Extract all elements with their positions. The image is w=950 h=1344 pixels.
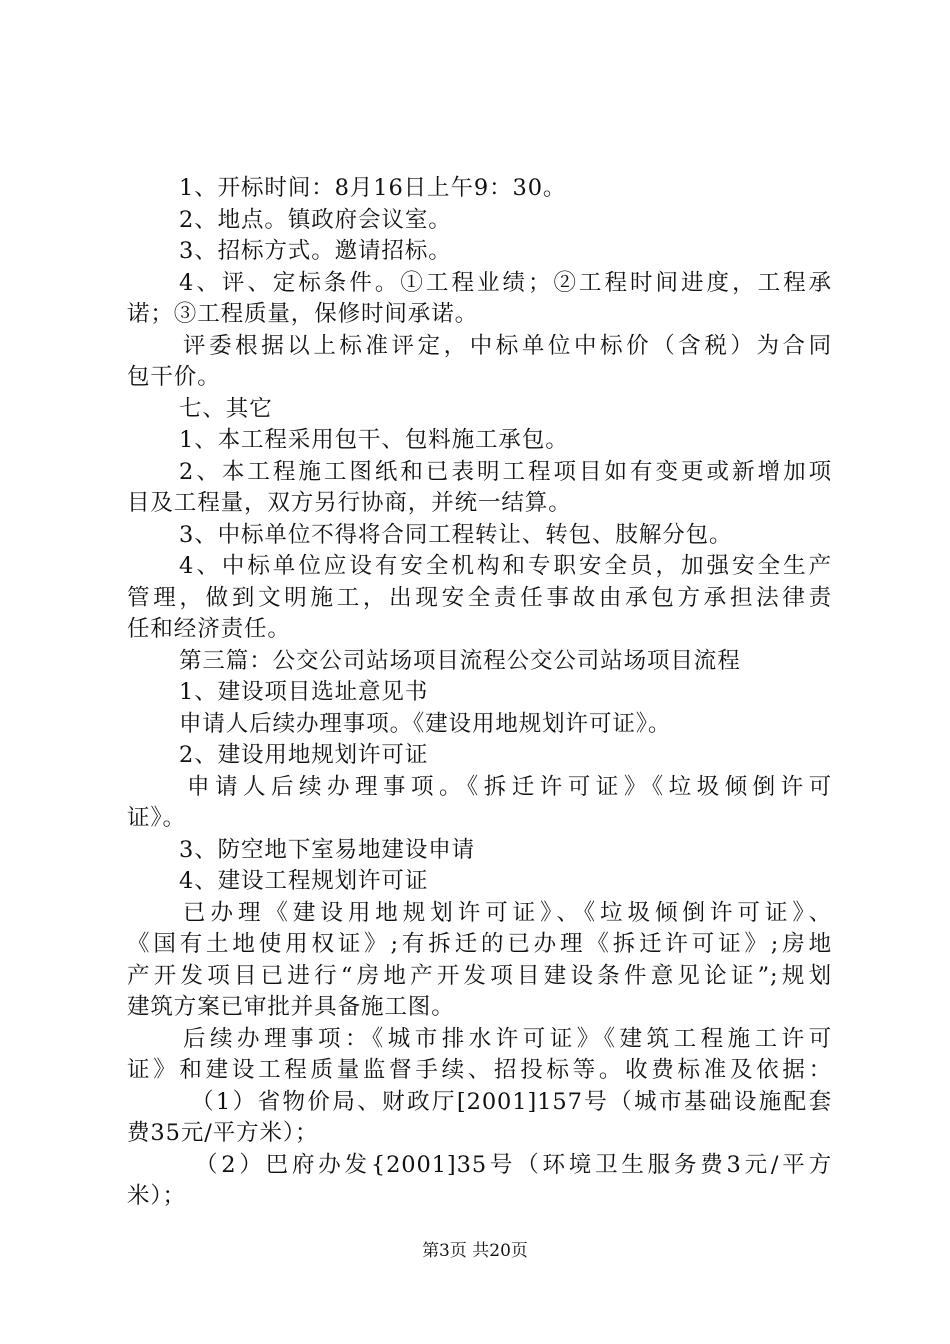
text-line: 管理，做到文明施工，出现安全责任事故由承包方承担法律责: [127, 584, 832, 611]
text-line: 诺；③工程质量，保修时间承诺。: [127, 301, 479, 327]
text-line: 证》和建设工程质量监督手续、招投标等。收费标准及依据：: [127, 1057, 832, 1083]
text-line: 申请人后续办理事项。《建设用地规划许可证》。: [179, 710, 672, 737]
text-line: 米）；: [127, 1183, 186, 1209]
text-line: 目及工程量，双方另行协商，并统一结算。: [127, 490, 572, 516]
text-line: 4、建设工程规划许可证: [179, 868, 429, 894]
text-line: 产开发项目已进行“房地产开发项目建设条件意见论证”;规划: [127, 962, 832, 989]
page-number-footer: 第3页 共20页: [422, 1241, 528, 1261]
text-line: 1、建设项目选址意见书: [179, 679, 429, 705]
text-line: 3、招标方式。邀请招标。: [179, 238, 452, 264]
section-heading: 第三篇：公交公司站场项目流程公交公司站场项目流程: [179, 647, 741, 674]
text-line: 1、本工程采用包干、包料施工承包。: [179, 427, 569, 453]
text-line: 已办理《建设用地规划许可证》、《垃圾倾倒许可证》、: [183, 899, 832, 926]
text-line: 2、建设用地规划许可证: [179, 742, 429, 768]
text-line: 1、开标时间：8月16日上午9：30。: [179, 175, 567, 201]
text-line: 4、评、定标条件。①工程业绩；②工程时间进度，工程承: [179, 269, 832, 296]
section-heading: 七、其它: [179, 395, 273, 422]
text-line: 3、中标单位不得将合同工程转让、转包、肢解分包。: [179, 521, 733, 548]
text-line: 3、防空地下室易地建设申请: [179, 836, 476, 863]
text-line: 申请人后续办理事项。《拆迁许可证》《垃圾倾倒许可: [187, 773, 832, 800]
text-line: 建筑方案已审批并具备施工图。: [127, 994, 455, 1020]
text-line: （1）省物价局、财政厅[2001]157号（城市基础设施配套: [191, 1088, 832, 1115]
document-body: [127, 173, 832, 1213]
text-line: 2、地点。镇政府会议室。: [179, 206, 452, 233]
text-line: 评委根据以上标准评定，中标单位中标价（含税）为合同: [183, 332, 832, 359]
text-line: 《国有土地使用权证》;有拆迁的已办理《拆迁许可证》;房地: [127, 931, 832, 957]
text-line: 费35元/平方米）；: [127, 1120, 319, 1146]
text-line: 4、中标单位应设有安全机构和专职安全员，加强安全生产: [179, 553, 832, 579]
text-line: 后续办理事项：《城市排水许可证》《建筑工程施工许可: [183, 1025, 832, 1052]
text-line: 包干价。: [127, 364, 221, 390]
text-line: 2、本工程施工图纸和已表明工程项目如有变更或新增加项: [179, 458, 832, 485]
text-line: 任和经济责任。: [127, 616, 291, 642]
text-line: （2）巴府办发{2001]35号（环境卫生服务费3元/平方: [195, 1151, 832, 1178]
text-line: 证》。: [127, 805, 186, 831]
